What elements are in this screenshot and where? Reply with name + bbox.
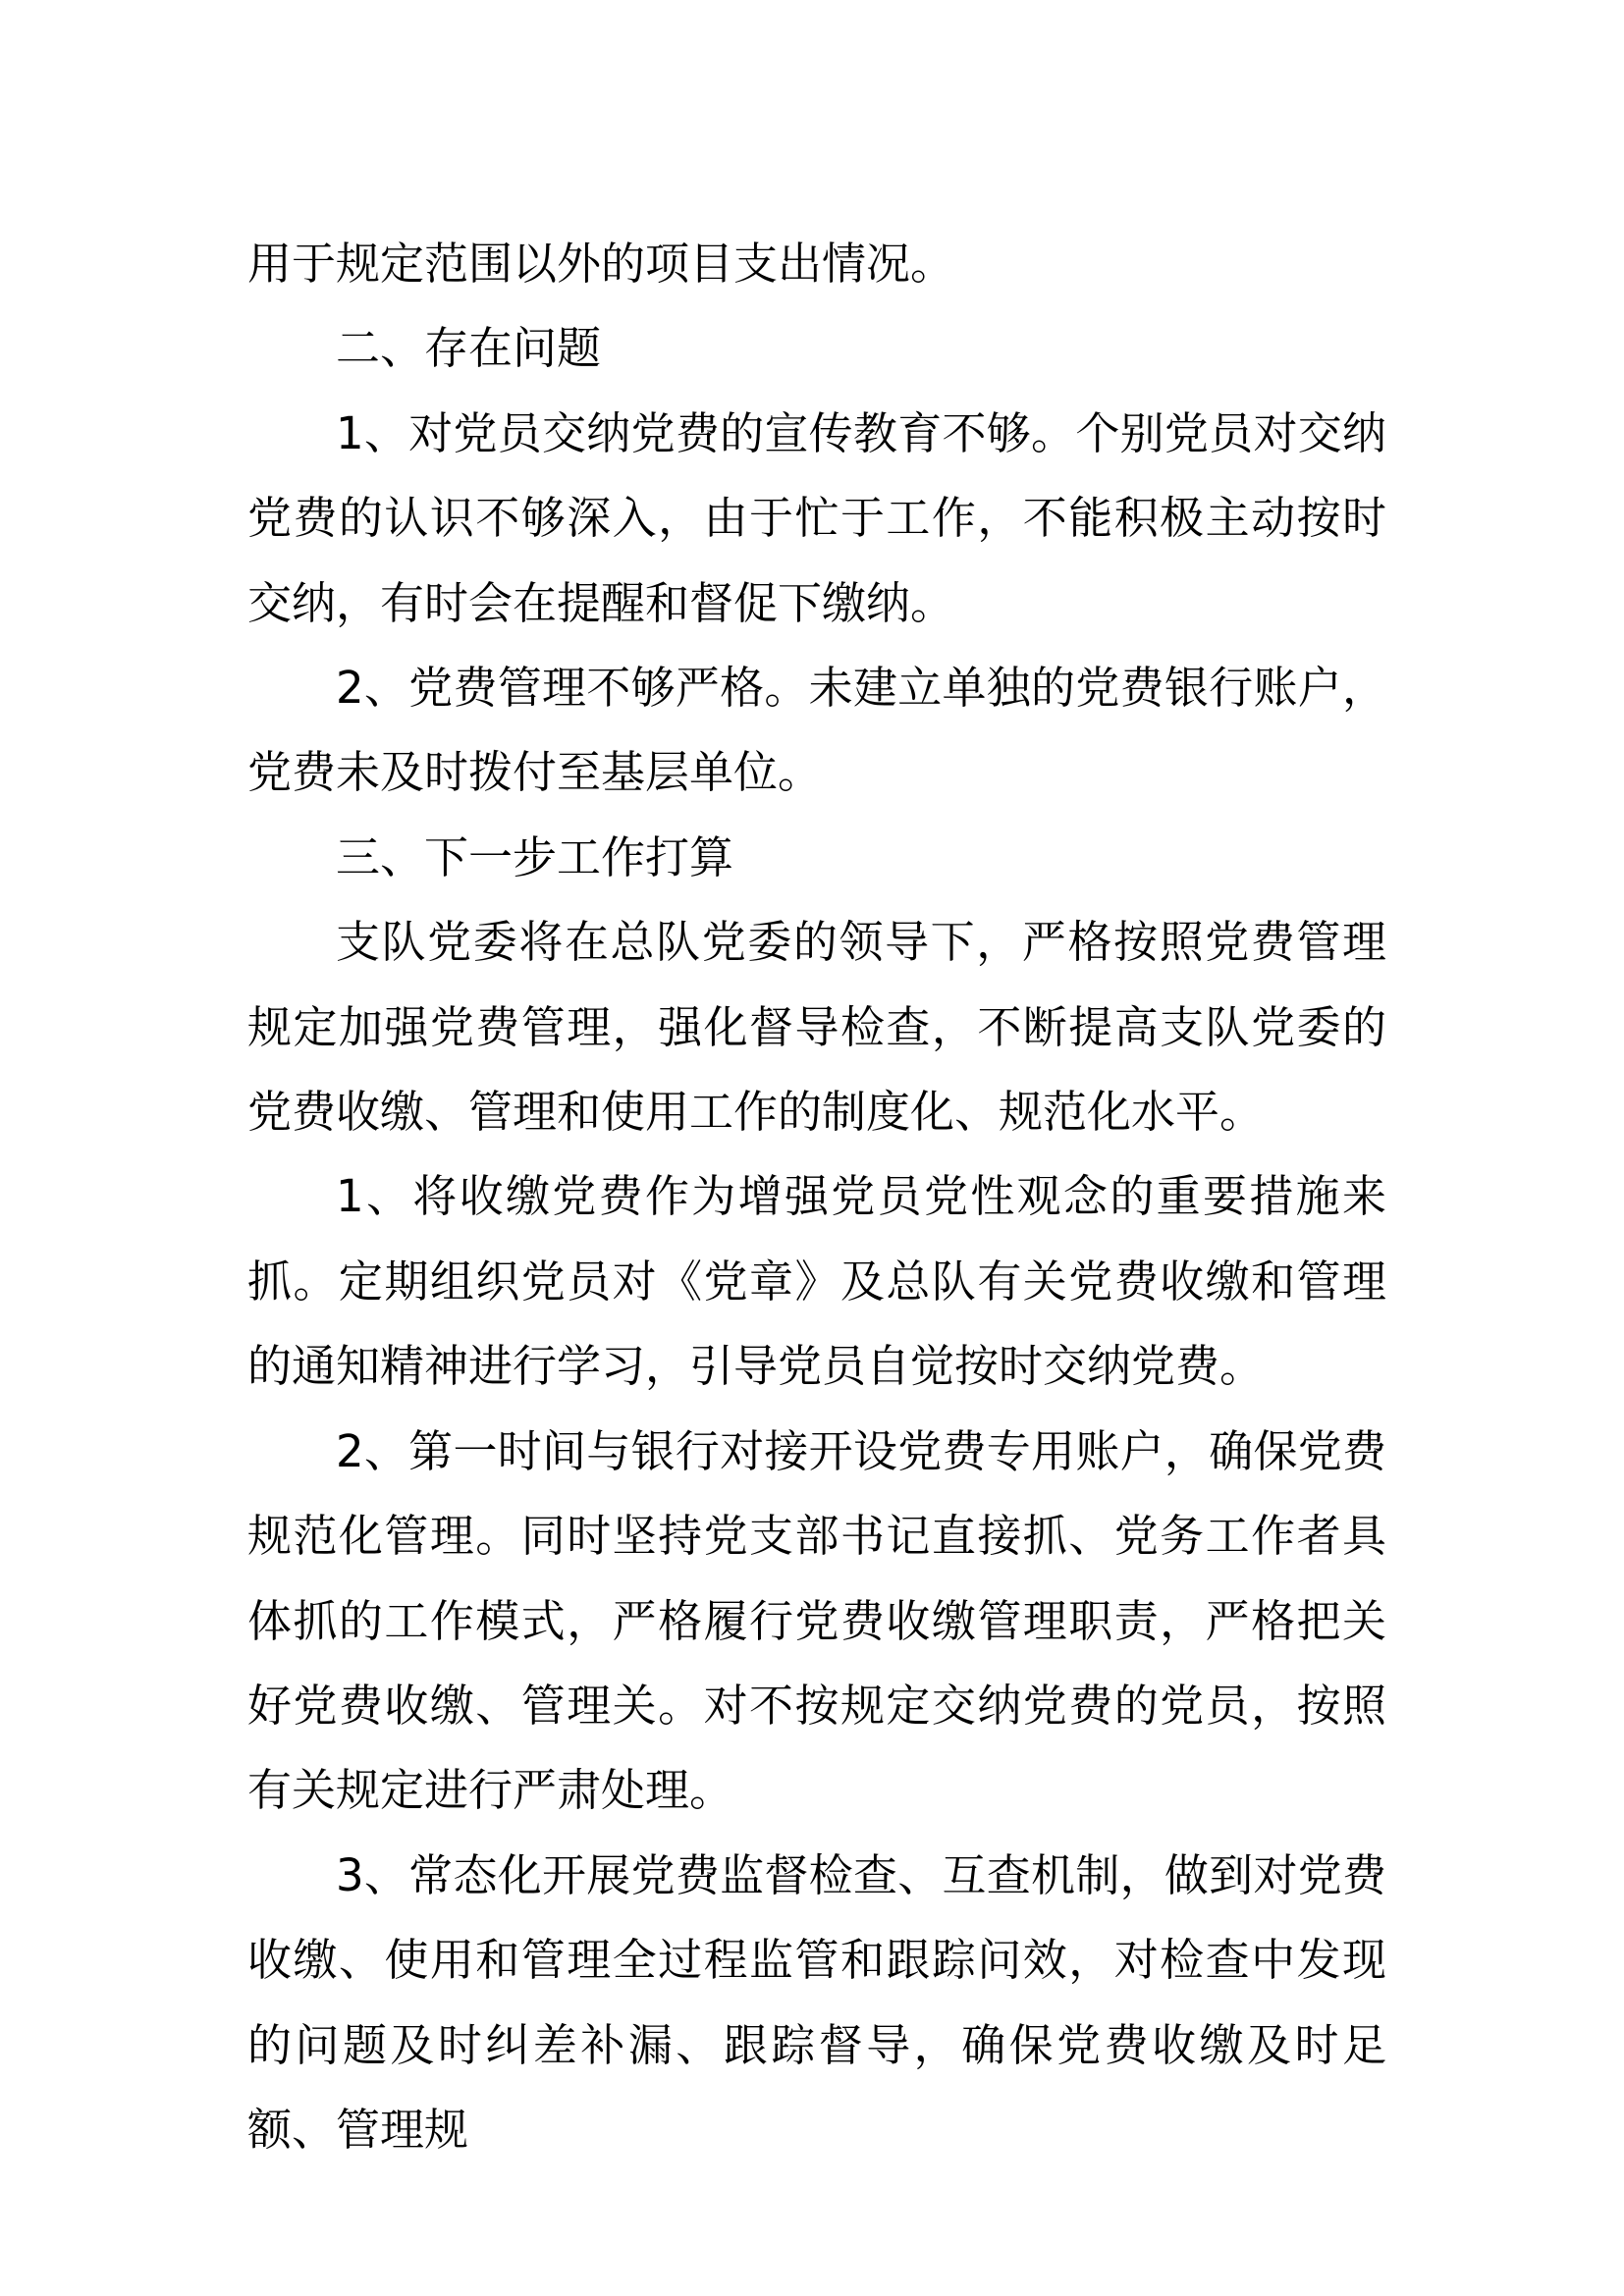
document-body [247, 222, 1386, 2172]
section-heading-next-steps: 三、下一步工作打算 [336, 830, 734, 883]
paragraph-problem-2: 2、党费管理不够严格。未建立单独的党费银行账户，党费未及时拨付至基层单位。 [247, 662, 1386, 799]
paragraph-next-steps-intro: 支队党委将在总队党委的领导下，严格按照党费管理规定加强党费管理，强化督导检查，不断提高支队党委的党费收缴、管理和使用工作的制度化、规范化水平。 [247, 916, 1386, 1139]
section-heading-problems: 二、存在问题 [336, 322, 602, 375]
paragraph-next-step-1: 1、将收缴党费作为增强党员党性观念的重要措施来抓。定期组织党员对《党章》及总队有关党费收缴和管理的通知精神进行学习，引导党员自觉按时交纳党费。 [247, 1170, 1386, 1393]
paragraph-next-step-2: 2、第一时间与银行对接开设党费专用账户，确保党费规范化管理。同时坚持党支部书记直接抓、党务工作者具体抓的工作模式，严格履行党费收缴管理职责，严格把关好党费收缴、管理关。对不按规定交纳党费的党员，按照有关规定进行严肃处理。 [247, 1424, 1386, 1817]
paragraph-next-step-3: 3、常态化开展党费监督检查、互查机制，做到对党费收缴、使用和管理全过程监管和跟踪问效，对检查中发现的问题及时纠差补漏、跟踪督导，确保党费收缴及时足额、管理规 [247, 1848, 1386, 2156]
paragraph-problem-1: 1、对党员交纳党费的宣传教育不够。个别党员对交纳党费的认识不够深入，由于忙于工作，不能积极主动按时交纳，有时会在提醒和督促下缴纳。 [247, 406, 1386, 629]
paragraph-continuation: 用于规定范围以外的项目支出情况。 [247, 238, 955, 290]
